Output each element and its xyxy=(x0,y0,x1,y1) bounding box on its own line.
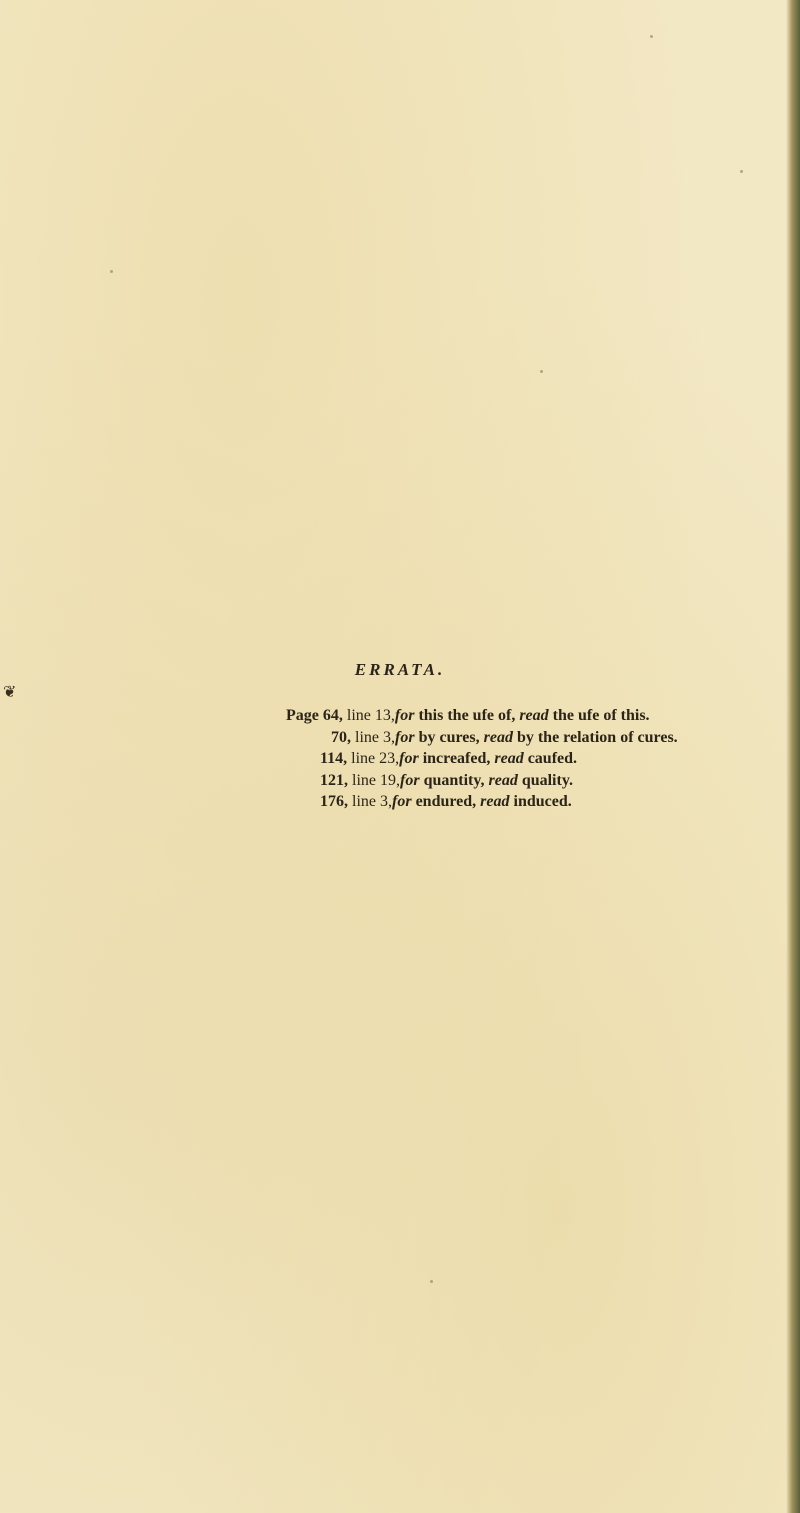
read-word: read xyxy=(483,728,513,746)
for-word: for xyxy=(392,793,412,810)
line-label: line xyxy=(346,707,371,724)
page-number: 64, xyxy=(322,707,343,724)
for-word: for xyxy=(395,728,415,746)
fleuron-icon: ❦ xyxy=(3,684,17,701)
wrong-text: quantity, xyxy=(423,771,485,789)
paper-speck xyxy=(740,170,743,173)
page-number: 70, xyxy=(331,728,351,746)
paper-speck xyxy=(540,370,543,373)
line-number: 3, xyxy=(380,793,392,810)
paper-speck xyxy=(430,1280,433,1283)
page-number: 176, xyxy=(320,793,348,810)
page-label: Page xyxy=(286,707,319,724)
correct-text: induced. xyxy=(513,793,572,810)
line-number: 3, xyxy=(383,728,395,746)
page-number: 121, xyxy=(320,771,348,789)
page-edge-shadow xyxy=(786,0,800,1513)
errata-heading: ERRATA. xyxy=(354,660,446,679)
wrong-text: by cures, xyxy=(418,728,480,746)
read-word: read xyxy=(488,771,518,789)
paper-speck xyxy=(110,270,113,273)
wrong-text: increafed, xyxy=(422,750,491,767)
correct-text: caufed. xyxy=(527,750,578,767)
line-label: line xyxy=(355,728,379,746)
read-word: read xyxy=(519,707,549,724)
read-word: read xyxy=(494,750,524,767)
page-number: 114, xyxy=(320,750,348,767)
wrong-text: endured, xyxy=(415,793,477,810)
for-word: for xyxy=(400,771,420,789)
for-word: for xyxy=(394,707,415,724)
correct-text: the ufe of this. xyxy=(552,707,650,724)
errata-entry xyxy=(298,748,678,770)
wrong-text: this the ufe of, xyxy=(418,707,516,724)
errata-entry xyxy=(286,705,678,727)
line-label: line xyxy=(352,793,376,810)
paper-speck xyxy=(650,35,653,38)
line-number: 19, xyxy=(380,771,400,789)
read-word: read xyxy=(480,793,510,810)
line-number: 23, xyxy=(379,750,400,767)
errata-entry xyxy=(298,791,678,813)
correct-text: quality. xyxy=(521,771,573,789)
errata-entry xyxy=(298,727,678,749)
line-label: line xyxy=(352,771,376,789)
for-word: for xyxy=(399,750,419,767)
errata-entry xyxy=(298,770,678,792)
line-label: line xyxy=(351,750,376,767)
correct-text: by the relation of cures. xyxy=(516,728,678,746)
errata-list xyxy=(286,705,678,813)
line-number: 13, xyxy=(374,707,395,724)
